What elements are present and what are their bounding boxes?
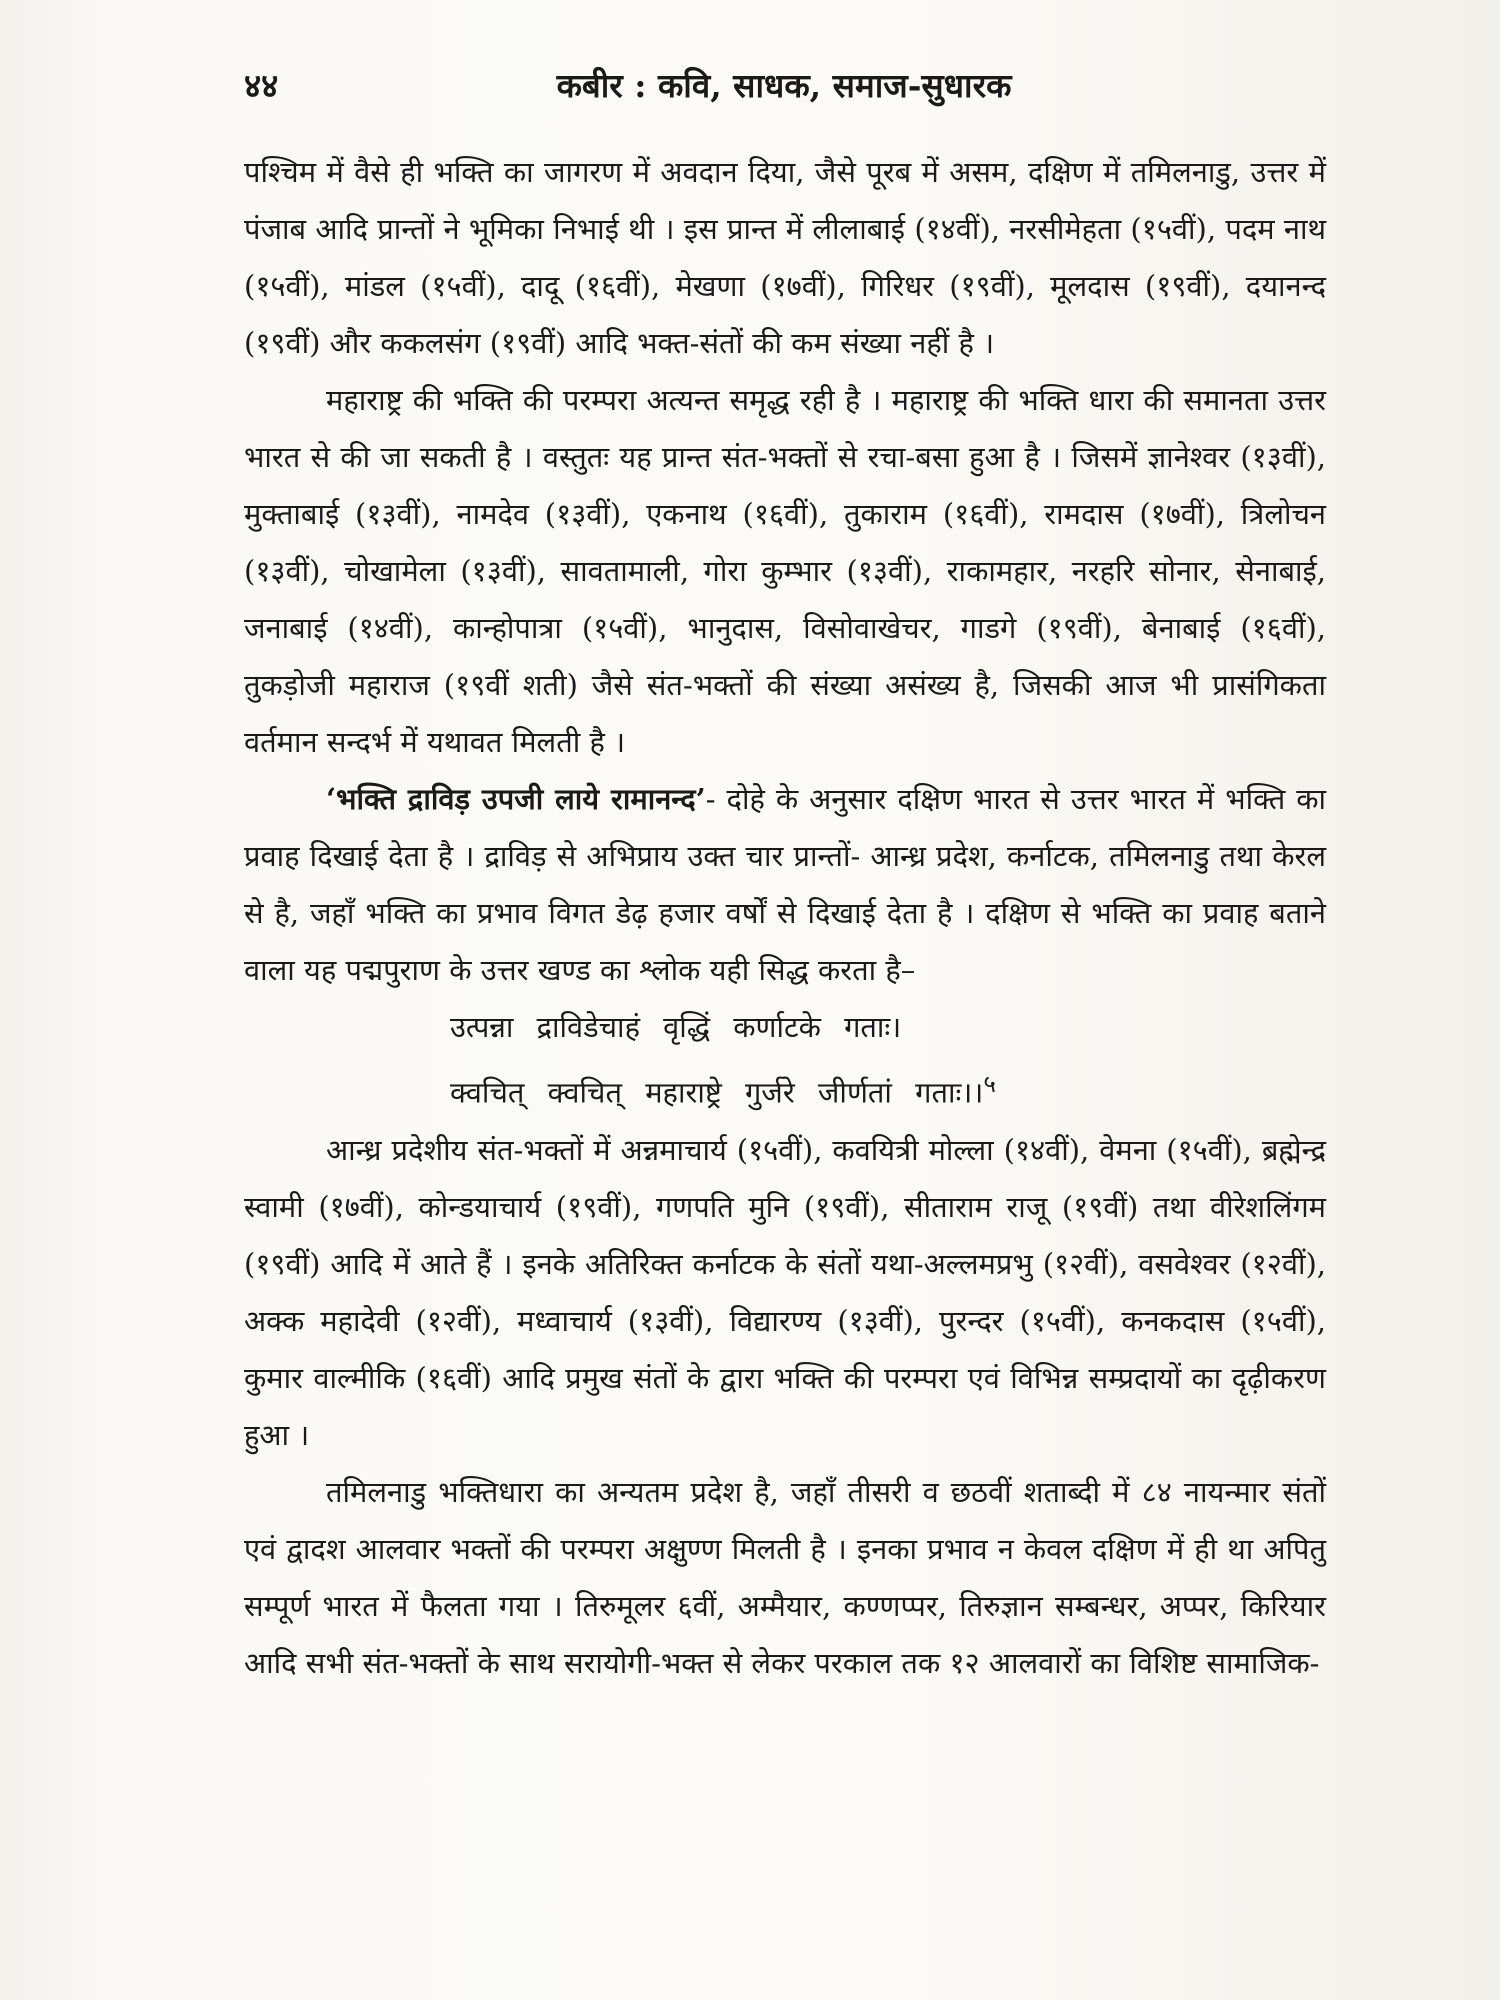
paragraph-3-text: - दोहे के अनुसार दक्षिण भारत से उत्तर भारत में भक्ति का प्रवाह दिखाई देता है । द्राविड़ से अभिप्राय उक्त चार प्रान्तों- आन्ध्र प्रदेश, कर्नाटक, तमिलनाडु तथा केरल से है, जहाँ भक्ति का प्रभाव विगत डेढ़ हजार वर्षों से दिखाई देता है । दक्षिण से भक्ति का प्रवाह बताने वाला यह पद्मपुराण के उत्तर खण्ड का श्लोक यही सिद्ध करता है–: [244, 782, 1326, 987]
paragraph-1: पश्चिम में वैसे ही भक्ति का जागरण में अवदान दिया, जैसे पूरब में असम, दक्षिण में तमिलनाडु, उत्तर में पंजाब आदि प्रान्तों ने भूमिका निभाई थी । इस प्रान्त में लीलाबाई (१४वीं), नरसीमेहता (१५वीं), पदम नाथ (१५वीं), मांडल (१५वीं), दादू (१६वीं), मेखणा (१७वीं), गिरिधर (१९वीं), मूलदास (१९वीं), दयानन्द (१९वीं) और ककलसंग (१९वीं) आदि भक्त-संतों की कम संख्या नहीं है ।: [244, 155, 1326, 360]
paragraph-5: तमिलनाडु भक्तिधारा का अन्यतम प्रदेश है, जहाँ तीसरी व छठवीं शताब्दी में ८४ नायन्मार संतों एवं द्वादश आलवार भक्तों की परम्परा अक्षुण्ण मिलती है । इनका प्रभाव न केवल दक्षिण में ही था अपितु सम्पूर्ण भारत में फैलता गया । तिरुमूलर ६वीं, अम्मैयार, कण्णप्पर, तिरुज्ञान सम्बन्धर, अप्पर, किरियार आदि सभी संत-भक्तों के साथ सरायोगी-भक्त से लेकर परकाल तक १२ आलवारों का विशिष्ट सामाजिक-: [244, 1474, 1326, 1680]
paragraph-3: [244, 771, 1326, 999]
footnote-marker: ५: [983, 1070, 996, 1098]
running-title: कबीर : कवि, साधक, समाज-सुधारक: [556, 66, 1012, 105]
paragraph-4: आन्ध्र प्रदेशीय संत-भक्तों में अन्नमाचार्य (१५वीं), कवयित्री मोल्ला (१४वीं), वेमना (१५वीं), ब्रह्मेन्द्र स्वामी (१७वीं), कोन्डयाचार्य (१९वीं), गणपति मुनि (१९वीं), सीताराम राजू (१९वीं) तथा वीरेशलिंगम (१९वीं) आदि में आते हैं । इनके अतिरिक्त कर्नाटक के संतों यथा-अल्लमप्रभु (१२वीं), वसवेश्वर (१२वीं), अक्क महादेवी (१२वीं), मध्वाचार्य (१३वीं), विद्यारण्य (१३वीं), पुरन्दर (१५वीं), कनकदास (१५वीं), कुमार वाल्मीकि (१६वीं) आदि प्रमुख संतों के द्वारा भक्ति की परम्परा एवं विभिन्न सम्प्रदायों का दृढ़ीकरण हुआ ।: [244, 1132, 1326, 1452]
page-number: ४४: [244, 66, 279, 105]
doha-quote: ‘भक्ति द्राविड़ उपजी लाये रामानन्द’: [326, 782, 706, 816]
verse-line-2: [244, 1056, 1326, 1122]
verse-line-2-text: क्वचित् क्वचित् महाराष्ट्रे गुर्जरे जीर्णतां गताः।।: [450, 1075, 984, 1110]
body-text: [244, 144, 1326, 1692]
verse-line-1: उत्पन्ना द्राविडेचाहं वृद्धिं कर्णाटके गताः।: [450, 1010, 902, 1044]
paragraph-2: महाराष्ट्र की भक्ति की परम्परा अत्यन्त समृद्ध रही है । महाराष्ट्र की भक्ति धारा की समानता उत्तर भारत से की जा सकती है । वस्तुतः यह प्रान्त संत-भक्तों से रचा-बसा हुआ है । जिसमें ज्ञानेश्वर (१३वीं), मुक्ताबाई (१३वीं), नामदेव (१३वीं), एकनाथ (१६वीं), तुकाराम (१६वीं), रामदास (१७वीं), त्रिलोचन (१३वीं), चोखामेला (१३वीं), सावतामाली, गोरा कुम्भार (१३वीं), राकामहार, नरहरि सोनार, सेनाबाई, जनाबाई (१४वीं), कान्होपात्रा (१५वीं), भानुदास, विसोवाखेचर, गाडगे (१९वीं), बेनाबाई (१६वीं), तुकड़ोजी महाराज (१९वीं शती) जैसे संत-भक्तों की संख्या असंख्य है, जिसकी आज भी प्रासंगिकता वर्तमान सन्दर्भ में यथावत मिलती है ।: [244, 383, 1326, 759]
page-header: [244, 62, 1324, 112]
